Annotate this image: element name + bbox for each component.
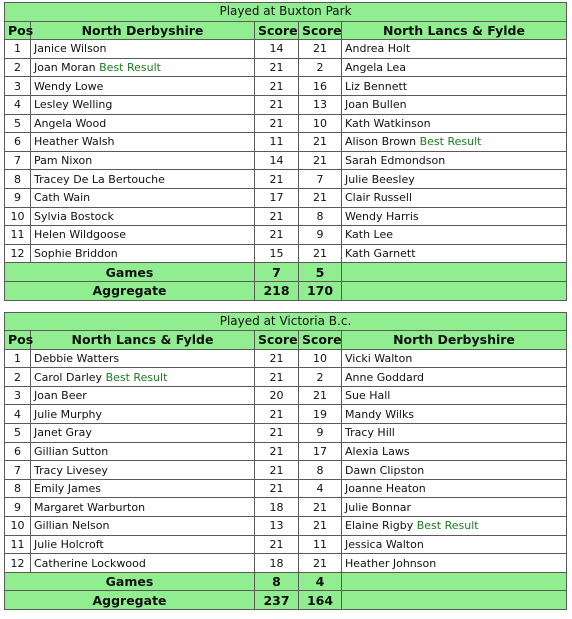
right-player-cell bbox=[342, 442, 567, 461]
score-right-cell: 11 bbox=[299, 535, 342, 554]
right-player-name: Angela Lea bbox=[345, 61, 406, 75]
player-rows bbox=[5, 40, 567, 263]
table-row bbox=[5, 386, 567, 405]
position-cell: 6 bbox=[5, 442, 31, 461]
score-left-cell: 18 bbox=[255, 554, 299, 573]
right-player-name: Alexia Laws bbox=[345, 444, 410, 458]
right-player-cell bbox=[342, 114, 567, 133]
score-left-cell: 17 bbox=[255, 188, 299, 207]
left-player-cell bbox=[31, 479, 255, 498]
aggregate-left: 237 bbox=[255, 591, 299, 610]
table-row bbox=[5, 461, 567, 480]
score-right-cell: 4 bbox=[299, 479, 342, 498]
left-player-name: Janice Wilson bbox=[34, 42, 107, 56]
table-row bbox=[5, 77, 567, 96]
score-left-cell: 21 bbox=[255, 442, 299, 461]
table-row bbox=[5, 535, 567, 554]
position-cell: 5 bbox=[5, 424, 31, 443]
left-player-cell bbox=[31, 188, 255, 207]
right-player-cell bbox=[342, 349, 567, 368]
left-player-cell bbox=[31, 244, 255, 263]
score-right-cell: 10 bbox=[299, 114, 342, 133]
left-player-cell bbox=[31, 58, 255, 77]
table-row bbox=[5, 95, 567, 114]
right-player-name: Julie Bonnar bbox=[345, 500, 412, 514]
score-left-cell: 21 bbox=[255, 535, 299, 554]
best-result-badge: Best Result bbox=[419, 135, 482, 149]
games-left: 8 bbox=[255, 572, 299, 591]
score-left-cell: 18 bbox=[255, 498, 299, 517]
left-player-cell bbox=[31, 442, 255, 461]
score-left-cell: 21 bbox=[255, 405, 299, 424]
score-right-cell: 9 bbox=[299, 226, 342, 245]
match-table-2 bbox=[4, 312, 567, 611]
table-row bbox=[5, 188, 567, 207]
score-right-cell: 10 bbox=[299, 349, 342, 368]
aggregate-right: 164 bbox=[299, 591, 342, 610]
score-right-cell: 21 bbox=[299, 151, 342, 170]
position-cell: 9 bbox=[5, 188, 31, 207]
score-right-cell: 21 bbox=[299, 244, 342, 263]
left-player-name: Angela Wood bbox=[34, 116, 107, 130]
left-player-cell bbox=[31, 40, 255, 59]
right-player-name: Clair Russell bbox=[345, 191, 413, 205]
table-row bbox=[5, 498, 567, 517]
venue-title: Played at Victoria B.c. bbox=[5, 312, 567, 331]
games-left: 7 bbox=[255, 263, 299, 282]
right-player-cell bbox=[342, 151, 567, 170]
score-right-cell: 21 bbox=[299, 554, 342, 573]
position-cell: 8 bbox=[5, 479, 31, 498]
score-left-cell: 21 bbox=[255, 226, 299, 245]
right-player-cell bbox=[342, 58, 567, 77]
score-left-cell: 13 bbox=[255, 517, 299, 536]
right-player-name: Heather Johnson bbox=[345, 556, 437, 570]
score-right-cell: 21 bbox=[299, 498, 342, 517]
right-player-cell bbox=[342, 207, 567, 226]
table-row bbox=[5, 151, 567, 170]
score-left-cell: 20 bbox=[255, 386, 299, 405]
table-row bbox=[5, 40, 567, 59]
table-row bbox=[5, 170, 567, 189]
left-player-cell bbox=[31, 498, 255, 517]
score-left-cell: 21 bbox=[255, 461, 299, 480]
right-player-cell bbox=[342, 461, 567, 480]
position-cell: 12 bbox=[5, 554, 31, 573]
position-cell: 8 bbox=[5, 170, 31, 189]
left-player-cell bbox=[31, 77, 255, 96]
right-player-cell bbox=[342, 498, 567, 517]
left-player-name: Heather Walsh bbox=[34, 135, 115, 149]
left-player-cell bbox=[31, 95, 255, 114]
score-right-cell: 8 bbox=[299, 207, 342, 226]
left-player-cell bbox=[31, 386, 255, 405]
table-row bbox=[5, 554, 567, 573]
right-player-cell bbox=[342, 554, 567, 573]
left-player-name: Lesley Welling bbox=[34, 98, 113, 112]
table-row bbox=[5, 349, 567, 368]
header-left-team: North Derbyshire bbox=[31, 21, 255, 40]
left-player-cell bbox=[31, 461, 255, 480]
right-player-name: Dawn Clipston bbox=[345, 463, 425, 477]
left-player-name: Julie Murphy bbox=[34, 407, 103, 421]
left-player-cell bbox=[31, 170, 255, 189]
right-player-cell bbox=[342, 133, 567, 152]
left-player-name: Tracy Livesey bbox=[34, 463, 108, 477]
aggregate-label: Aggregate bbox=[5, 591, 255, 610]
left-player-cell bbox=[31, 517, 255, 536]
score-left-cell: 11 bbox=[255, 133, 299, 152]
right-player-cell bbox=[342, 77, 567, 96]
table-row bbox=[5, 479, 567, 498]
position-cell: 1 bbox=[5, 40, 31, 59]
position-cell: 3 bbox=[5, 386, 31, 405]
left-player-cell bbox=[31, 207, 255, 226]
left-player-cell bbox=[31, 535, 255, 554]
right-player-cell bbox=[342, 517, 567, 536]
score-left-cell: 21 bbox=[255, 424, 299, 443]
score-right-cell: 21 bbox=[299, 188, 342, 207]
position-cell: 3 bbox=[5, 77, 31, 96]
table-row bbox=[5, 244, 567, 263]
score-left-cell: 21 bbox=[255, 349, 299, 368]
right-player-cell bbox=[342, 226, 567, 245]
header-right-team: North Derbyshire bbox=[342, 331, 567, 350]
score-left-cell: 15 bbox=[255, 244, 299, 263]
games-blank bbox=[342, 263, 567, 282]
left-player-name: Sophie Briddon bbox=[34, 247, 118, 261]
left-player-cell bbox=[31, 368, 255, 387]
score-right-cell: 8 bbox=[299, 461, 342, 480]
right-player-name: Liz Bennett bbox=[345, 79, 408, 93]
right-player-name: Andrea Holt bbox=[345, 42, 411, 56]
right-player-cell bbox=[342, 368, 567, 387]
position-cell: 7 bbox=[5, 151, 31, 170]
games-label: Games bbox=[5, 572, 255, 591]
table-row bbox=[5, 442, 567, 461]
venue-title: Played at Buxton Park bbox=[5, 3, 567, 22]
right-player-name: Sarah Edmondson bbox=[345, 154, 446, 168]
position-cell: 4 bbox=[5, 95, 31, 114]
left-player-name: Pam Nixon bbox=[34, 154, 93, 168]
score-left-cell: 21 bbox=[255, 368, 299, 387]
right-player-name: Tracy Hill bbox=[345, 426, 395, 440]
left-player-name: Catherine Lockwood bbox=[34, 556, 146, 570]
score-left-cell: 21 bbox=[255, 58, 299, 77]
score-left-cell: 21 bbox=[255, 114, 299, 133]
score-right-cell: 2 bbox=[299, 368, 342, 387]
score-left-cell: 21 bbox=[255, 479, 299, 498]
score-left-cell: 21 bbox=[255, 207, 299, 226]
right-player-name: Kath Lee bbox=[345, 228, 394, 242]
right-player-cell bbox=[342, 535, 567, 554]
right-player-name: Alison Brown bbox=[345, 135, 417, 149]
header-score-left: Score bbox=[255, 331, 299, 350]
left-player-name: Carol Darley bbox=[34, 370, 103, 384]
left-player-name: Sylvia Bostock bbox=[34, 209, 114, 223]
header-right-team: North Lancs & Fylde bbox=[342, 21, 567, 40]
position-cell: 9 bbox=[5, 498, 31, 517]
left-player-cell bbox=[31, 405, 255, 424]
games-label: Games bbox=[5, 263, 255, 282]
aggregate-left: 218 bbox=[255, 281, 299, 300]
position-cell: 10 bbox=[5, 517, 31, 536]
score-right-cell: 17 bbox=[299, 442, 342, 461]
right-player-name: Kath Garnett bbox=[345, 247, 416, 261]
right-player-name: Wendy Harris bbox=[345, 209, 419, 223]
right-player-name: Anne Goddard bbox=[345, 370, 425, 384]
table-row bbox=[5, 405, 567, 424]
header-pos: Pos bbox=[5, 21, 31, 40]
right-player-cell bbox=[342, 95, 567, 114]
score-right-cell: 13 bbox=[299, 95, 342, 114]
score-right-cell: 21 bbox=[299, 40, 342, 59]
right-player-name: Jessica Walton bbox=[345, 537, 424, 551]
right-player-cell bbox=[342, 188, 567, 207]
score-left-cell: 14 bbox=[255, 40, 299, 59]
table-row bbox=[5, 424, 567, 443]
aggregate-right: 170 bbox=[299, 281, 342, 300]
score-right-cell: 7 bbox=[299, 170, 342, 189]
left-player-name: Margaret Warburton bbox=[34, 500, 146, 514]
right-player-name: Sue Hall bbox=[345, 389, 391, 403]
games-right: 4 bbox=[299, 572, 342, 591]
right-player-name: Joan Bullen bbox=[345, 98, 407, 112]
position-cell: 12 bbox=[5, 244, 31, 263]
player-rows bbox=[5, 349, 567, 572]
games-right: 5 bbox=[299, 263, 342, 282]
score-left-cell: 21 bbox=[255, 77, 299, 96]
right-player-name: Kath Watkinson bbox=[345, 116, 431, 130]
position-cell: 4 bbox=[5, 405, 31, 424]
aggregate-blank bbox=[342, 281, 567, 300]
aggregate-label: Aggregate bbox=[5, 281, 255, 300]
right-player-name: Julie Beesley bbox=[345, 172, 415, 186]
score-left-cell: 21 bbox=[255, 95, 299, 114]
table-row bbox=[5, 133, 567, 152]
position-cell: 1 bbox=[5, 349, 31, 368]
left-player-name: Wendy Lowe bbox=[34, 79, 104, 93]
header-left-team: North Lancs & Fylde bbox=[31, 331, 255, 350]
games-blank bbox=[342, 572, 567, 591]
table-row bbox=[5, 114, 567, 133]
right-player-cell bbox=[342, 170, 567, 189]
left-player-name: Julie Holcroft bbox=[34, 537, 104, 551]
left-player-name: Emily James bbox=[34, 482, 101, 496]
left-player-name: Tracey De La Bertouche bbox=[34, 172, 165, 186]
right-player-cell bbox=[342, 405, 567, 424]
left-player-name: Janet Gray bbox=[34, 426, 92, 440]
position-cell: 11 bbox=[5, 226, 31, 245]
score-right-cell: 9 bbox=[299, 424, 342, 443]
table-row bbox=[5, 517, 567, 536]
right-player-name: Mandy Wilks bbox=[345, 407, 415, 421]
position-cell: 5 bbox=[5, 114, 31, 133]
score-right-cell: 19 bbox=[299, 405, 342, 424]
score-right-cell: 21 bbox=[299, 386, 342, 405]
best-result-badge: Best Result bbox=[99, 61, 161, 75]
position-cell: 10 bbox=[5, 207, 31, 226]
position-cell: 11 bbox=[5, 535, 31, 554]
right-player-cell bbox=[342, 479, 567, 498]
header-score-left: Score bbox=[255, 21, 299, 40]
left-player-name: Gillian Sutton bbox=[34, 444, 109, 458]
left-player-name: Helen Wildgoose bbox=[34, 228, 127, 242]
header-score-right: Score bbox=[299, 21, 342, 40]
best-result-badge: Best Result bbox=[105, 370, 168, 384]
left-player-cell bbox=[31, 114, 255, 133]
score-right-cell: 16 bbox=[299, 77, 342, 96]
left-player-cell bbox=[31, 133, 255, 152]
left-player-name: Gillian Nelson bbox=[34, 519, 110, 533]
score-right-cell: 2 bbox=[299, 58, 342, 77]
aggregate-blank bbox=[342, 591, 567, 610]
position-cell: 6 bbox=[5, 133, 31, 152]
left-player-cell bbox=[31, 349, 255, 368]
position-cell: 2 bbox=[5, 368, 31, 387]
left-player-cell bbox=[31, 554, 255, 573]
right-player-cell bbox=[342, 244, 567, 263]
position-cell: 2 bbox=[5, 58, 31, 77]
score-right-cell: 21 bbox=[299, 517, 342, 536]
table-row bbox=[5, 207, 567, 226]
left-player-name: Joan Moran bbox=[34, 61, 96, 75]
header-score-right: Score bbox=[299, 331, 342, 350]
score-right-cell: 21 bbox=[299, 133, 342, 152]
position-cell: 7 bbox=[5, 461, 31, 480]
table-row bbox=[5, 58, 567, 77]
best-result-badge: Best Result bbox=[416, 519, 479, 533]
left-player-cell bbox=[31, 424, 255, 443]
right-player-name: Joanne Heaton bbox=[345, 482, 426, 496]
left-player-cell bbox=[31, 151, 255, 170]
header-pos: Pos bbox=[5, 331, 31, 350]
right-player-cell bbox=[342, 40, 567, 59]
score-left-cell: 21 bbox=[255, 170, 299, 189]
right-player-cell bbox=[342, 386, 567, 405]
right-player-name: Elaine Rigby bbox=[345, 519, 414, 533]
left-player-name: Joan Beer bbox=[34, 389, 87, 403]
score-left-cell: 14 bbox=[255, 151, 299, 170]
right-player-name: Vicki Walton bbox=[345, 351, 413, 365]
table-row bbox=[5, 226, 567, 245]
left-player-name: Cath Wain bbox=[34, 191, 91, 205]
match-table-1 bbox=[4, 2, 567, 301]
table-row bbox=[5, 368, 567, 387]
left-player-cell bbox=[31, 226, 255, 245]
right-player-cell bbox=[342, 424, 567, 443]
left-player-name: Debbie Watters bbox=[34, 351, 120, 365]
